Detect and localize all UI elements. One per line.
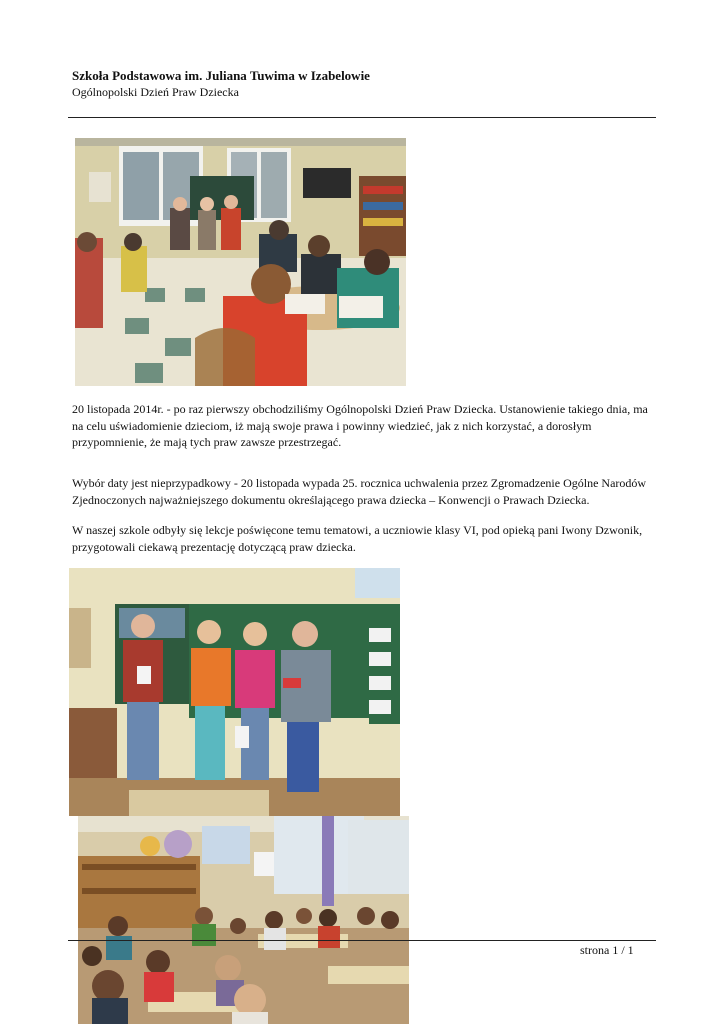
footer-rule — [68, 940, 656, 941]
page-number: strona 1 / 1 — [580, 943, 634, 957]
paragraph-lessons: W naszej szkole odbyły się lekcje poświęcone temu tematowi, a uczniowie klasy VI, pod opieką pani Iwony Dzwonik, przygotowali ciekawą prezentację dotyczącą praw dziecka. — [72, 523, 643, 554]
paragraph-date: Wybór daty jest nieprzypadkowy - 20 listopada wypada 25. rocznica uchwalenia przez Zgromadzenie Ogólne Narodów Zjednoczonych najważniejszego dokumentu określającego prawa dziecka – Konwencji o Prawach Dziecka. — [72, 476, 647, 507]
paragraph-intro: 20 listopada 2014r. - po raz pierwszy obchodziliśmy Ogólnopolski Dzień Praw Dziecka. Ustanowienie takiego dnia, ma na celu uświadomienie dzieciom, iż mają swoje prawa i powinny wiedzieć, jak z nich korzystać, a dorosłym przypomnienie, że mają tych praw zawsze przestrzegać. — [72, 402, 648, 449]
classroom-photo-2 — [78, 816, 409, 1024]
school-title: Szkoła Podstawowa im. Juliana Tuwima w Izabelowie — [72, 68, 370, 83]
presentation-photo — [69, 568, 400, 816]
event-subtitle: Ogólnopolski Dzień Praw Dziecka — [72, 85, 239, 99]
classroom-photo-1 — [75, 138, 406, 386]
header-rule — [68, 117, 656, 118]
